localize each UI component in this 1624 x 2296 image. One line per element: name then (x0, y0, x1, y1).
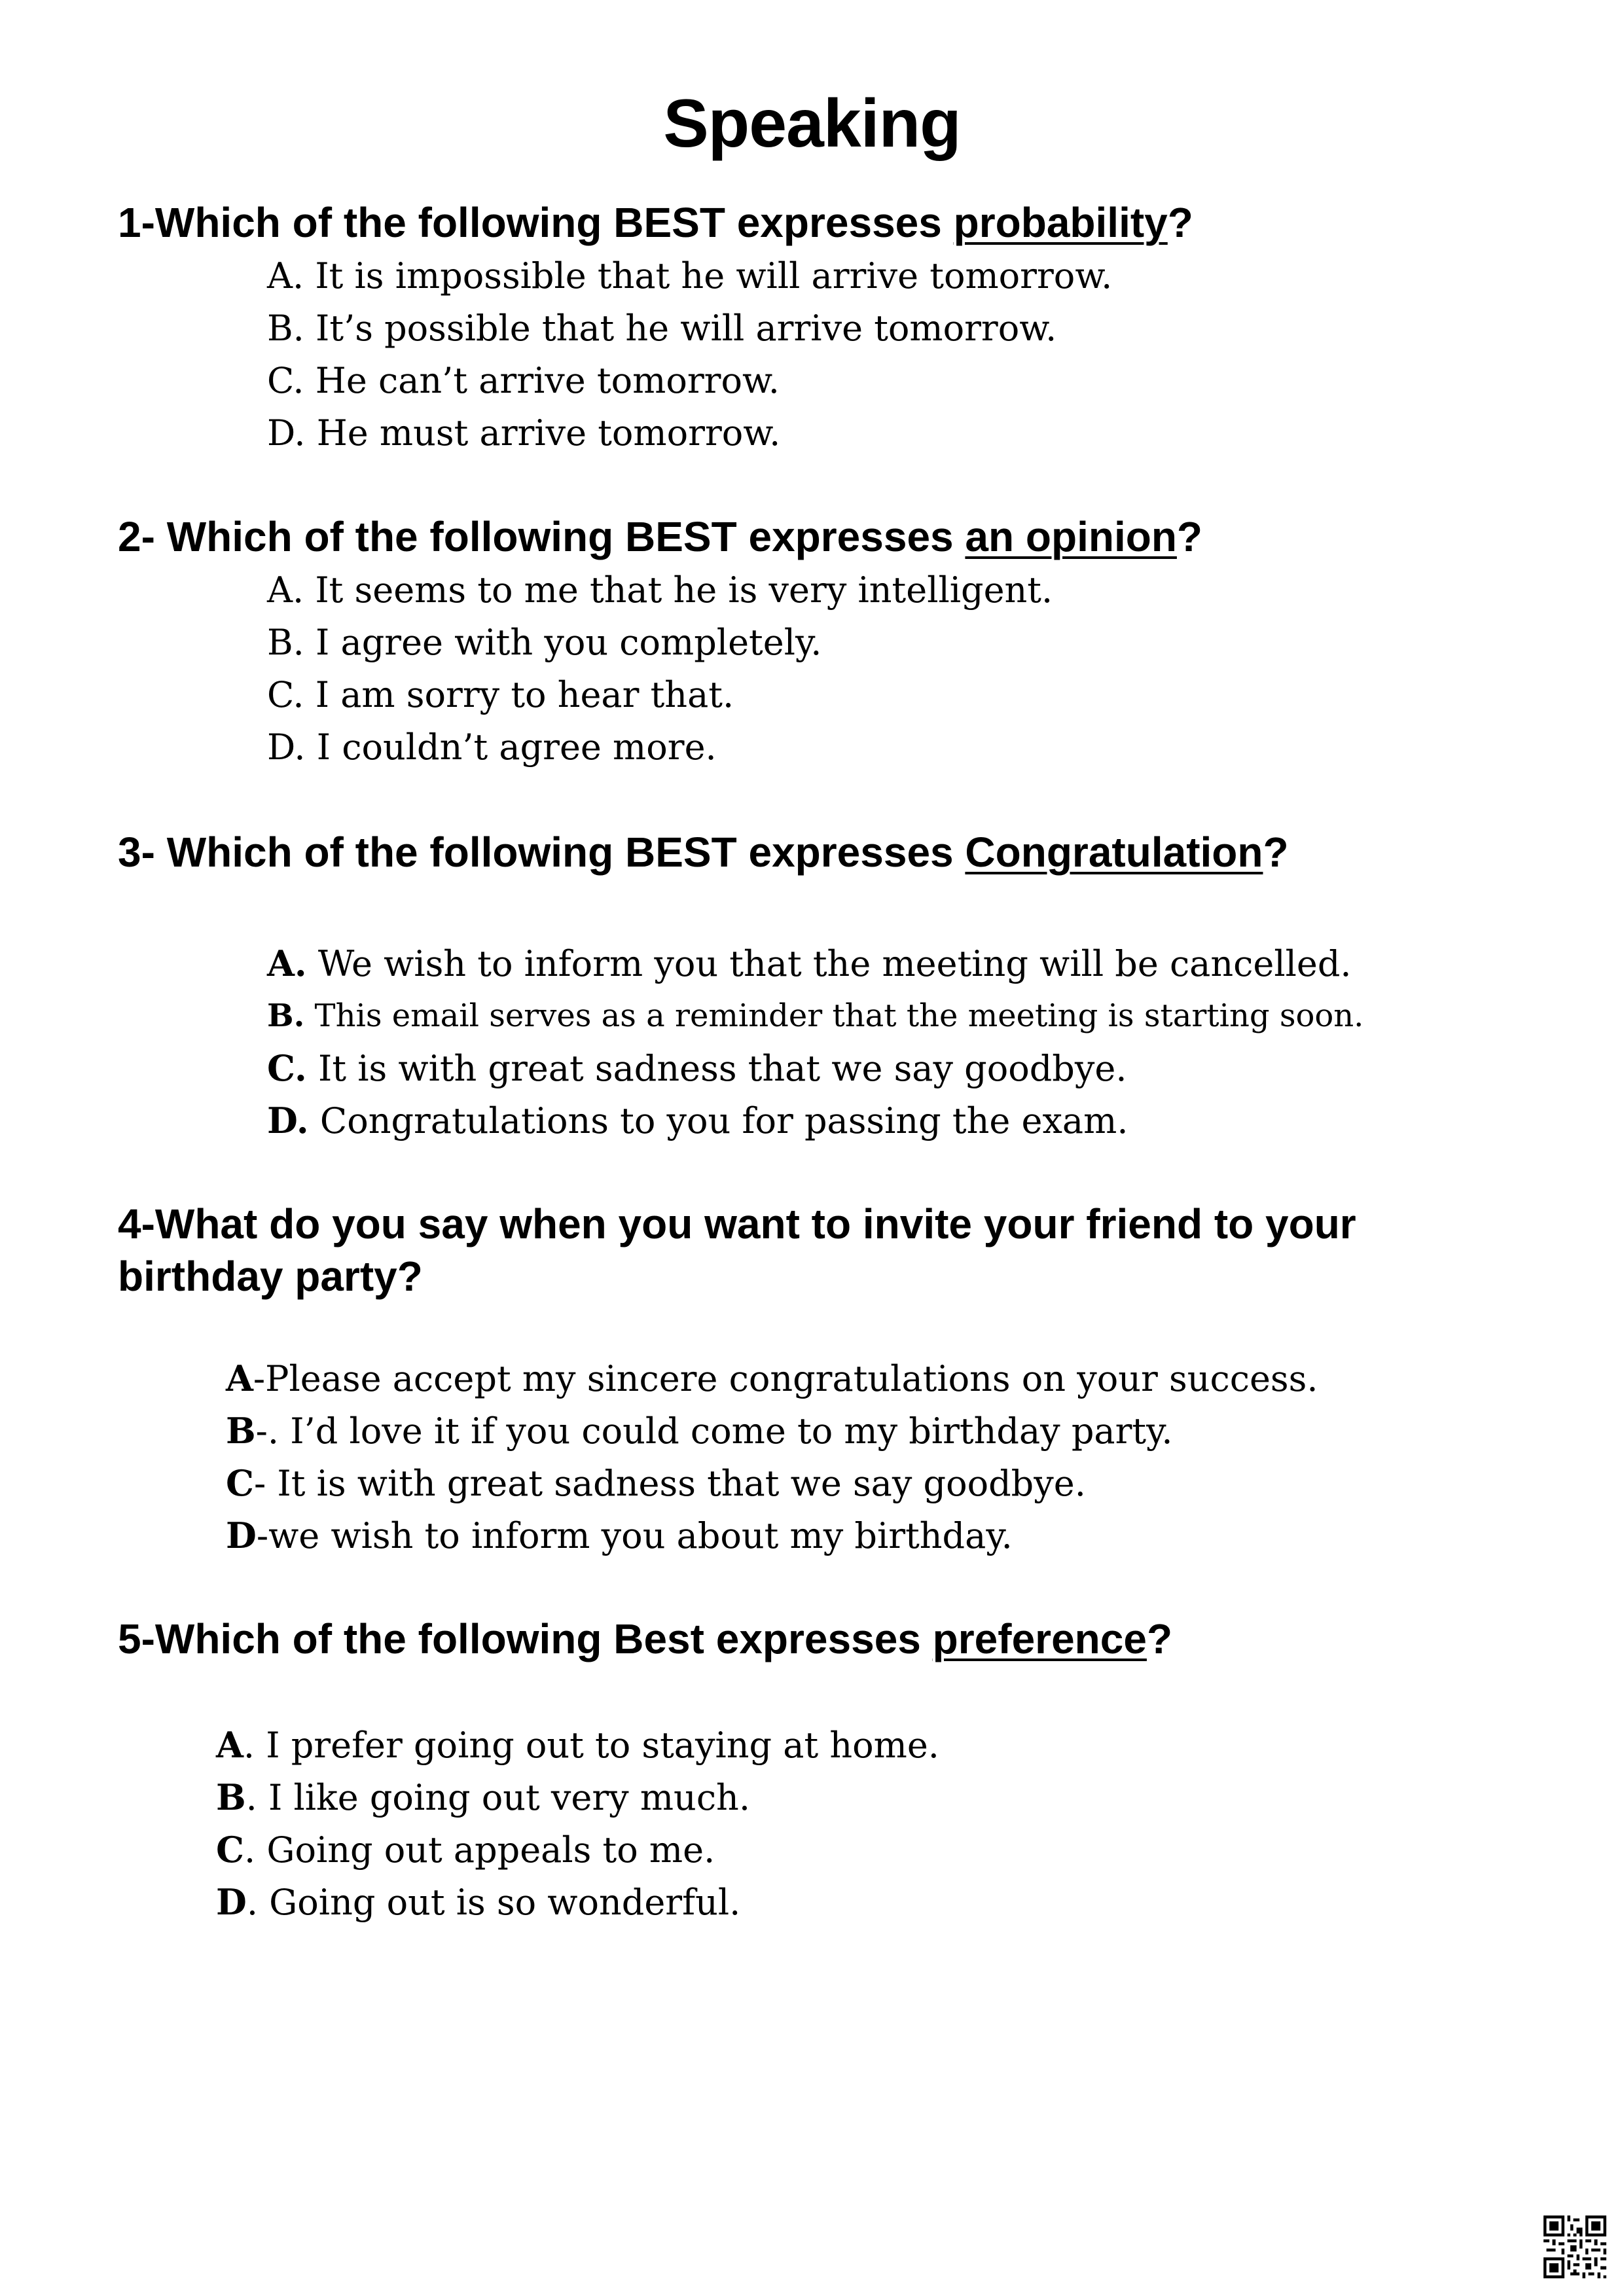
option-letter: C (216, 1829, 244, 1871)
option-letter: D (216, 1881, 247, 1923)
question-4-option-d (226, 1509, 1013, 1562)
option-text: -Please accept my sincere congratulations on your success. (253, 1358, 1318, 1399)
option-letter: D (226, 1515, 257, 1556)
option-text: We wish to inform you that the meeting will be cancelled. (317, 943, 1352, 984)
question-5-option-c (216, 1823, 715, 1876)
question-3-option-a (267, 937, 1352, 990)
option-text: I couldn’t agree more. (316, 726, 717, 768)
option-text: - It is with great sadness that we say goodbye. (253, 1463, 1086, 1504)
question-2-option-d (267, 721, 717, 774)
option-text: I agree with you completely. (316, 622, 822, 663)
question-5-heading (118, 1613, 1506, 1665)
option-letter: A. (267, 942, 307, 984)
question-4-option-b (226, 1405, 1173, 1458)
question-1-option-a (267, 250, 1112, 302)
option-letter: B. (267, 997, 305, 1034)
option-letter: D. (267, 1100, 309, 1141)
option-text: It’s possible that he will arrive tomorrow. (316, 308, 1057, 349)
question-4-line-1: 4-What do you say when you want to invite your friend to your (118, 1200, 1356, 1247)
option-text: He can’t arrive tomorrow. (315, 360, 780, 401)
question-5-option-a (216, 1719, 939, 1772)
question-3-prefix: 3- Which of the following BEST expresses (118, 829, 965, 876)
option-letter: A (216, 1724, 244, 1766)
question-5-option-d (216, 1876, 740, 1929)
question-2-option-b (267, 617, 821, 669)
question-2-option-c (267, 669, 734, 721)
option-text: -we wish to inform you about my birthday. (256, 1515, 1013, 1556)
question-1-option-c (267, 355, 780, 407)
option-text: He must arrive tomorrow. (316, 412, 781, 454)
question-4-heading (118, 1198, 1506, 1302)
option-text: I am sorry to hear that. (315, 674, 734, 715)
page-title: Speaking (663, 86, 961, 162)
question-5-suffix: ? (1146, 1615, 1173, 1662)
question-3-suffix: ? (1263, 829, 1289, 876)
question-3-keyword: Congratulation (965, 829, 1263, 876)
option-text: It is impossible that he will arrive tomorrow. (315, 255, 1113, 296)
question-1-suffix: ? (1167, 199, 1193, 246)
question-2-option-a (267, 564, 1053, 617)
option-text: . I prefer going out to staying at home. (243, 1725, 939, 1766)
question-4-option-c (226, 1457, 1086, 1510)
question-1-heading (118, 196, 1506, 249)
option-text: -. I’d love it if you could come to my birthday party. (255, 1410, 1173, 1452)
question-4-option-a (226, 1352, 1318, 1405)
question-1-prefix: 1-Which of the following BEST expresses (118, 199, 954, 246)
option-text: It seems to me that he is very intelligent. (315, 569, 1053, 611)
option-letter: C. (267, 1047, 307, 1089)
question-4-line-2: birthday party? (118, 1253, 423, 1300)
option-letter: A. (267, 255, 304, 296)
option-letter: D. (267, 726, 306, 768)
option-letter: C. (267, 674, 304, 715)
option-letter: A. (267, 569, 304, 611)
option-text: . Going out is so wonderful. (246, 1882, 741, 1923)
option-text: . Going out appeals to me. (244, 1829, 715, 1871)
option-letter: D. (267, 412, 306, 454)
option-text: Congratulations to you for passing the exam. (319, 1100, 1128, 1141)
option-letter: C (226, 1462, 254, 1504)
question-3-option-c (267, 1042, 1127, 1095)
option-letter: B (226, 1410, 256, 1452)
question-1-option-d (267, 407, 780, 459)
question-2-prefix: 2- Which of the following BEST expresses (118, 513, 965, 560)
question-3-heading (118, 826, 1506, 878)
question-2-suffix: ? (1176, 513, 1202, 560)
option-text: . I like going out very much. (245, 1777, 750, 1818)
option-text: This email serves as a reminder that the meeting is starting soon. (314, 997, 1364, 1034)
option-letter: B (216, 1776, 246, 1818)
question-5-keyword: preference (932, 1615, 1147, 1662)
question-2-heading (118, 511, 1506, 563)
question-2-keyword: an opinion (965, 513, 1177, 560)
option-letter: B. (267, 308, 304, 349)
question-1-keyword: probability (953, 199, 1168, 246)
question-5-option-b (216, 1771, 750, 1824)
question-3-option-b (267, 990, 1363, 1042)
qr-code-icon (1543, 2215, 1606, 2278)
option-text: It is with great sadness that we say goodbye. (318, 1048, 1127, 1089)
question-3-option-d (267, 1094, 1128, 1147)
question-5-prefix: 5-Which of the following Best expresses (118, 1615, 933, 1662)
question-1-option-b (267, 302, 1056, 355)
option-letter: C. (267, 360, 304, 401)
option-letter: A (226, 1357, 253, 1399)
option-letter: B. (267, 622, 304, 663)
